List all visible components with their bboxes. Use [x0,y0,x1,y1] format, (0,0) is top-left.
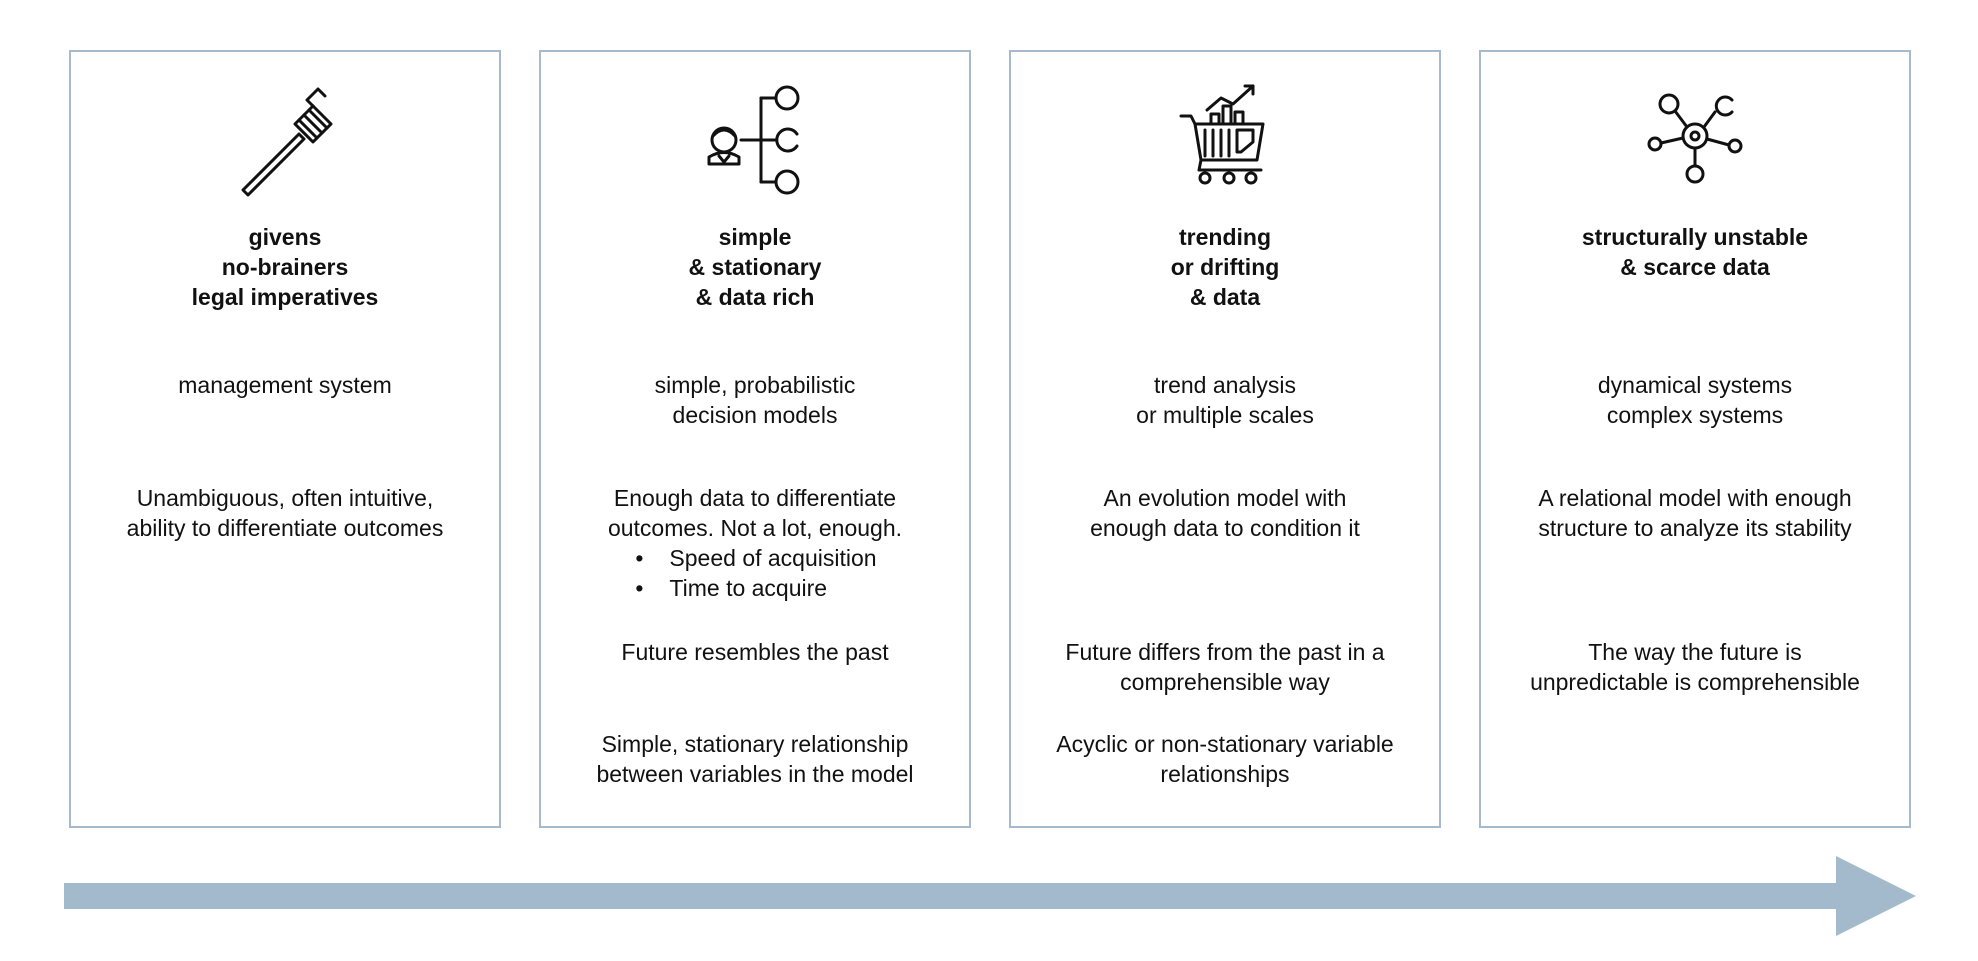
person-decision-tree-icon [541,78,969,198]
arrow-shape [64,856,1916,936]
card-trending [1009,50,1441,828]
relationship-note: Simple, stationary relationship between variables in the model [596,731,914,787]
future-note: Future differs from the past in a comprehensible way [1065,639,1385,695]
card-title: structurally unstable & scarce data [1581,224,1809,280]
future-note: Future resembles the past [621,639,889,665]
card-givens [69,50,501,828]
card-title: givens no-brainers legal imperatives [191,224,379,310]
progression-arrow [64,856,1920,936]
bullet-item: • Speed of acquisition [633,543,876,573]
model-type: dynamical systems complex systems [1597,372,1793,428]
data-requirement: An evolution model with enough data to condition it [1090,485,1360,541]
model-type: trend analysis or multiple scales [1136,372,1314,428]
future-note: The way the future is unpredictable is comprehensible [1530,639,1860,695]
bullet-item: • Time to acquire [633,573,876,603]
card-structurally-unstable [1479,50,1911,828]
model-type: management system [178,372,392,398]
data-requirement: Unambiguous, often intuitive, ability to differentiate outcomes [126,485,444,541]
relationship-note: Acyclic or non-stationary variable relationships [1056,731,1394,787]
toothbrush-icon [71,78,499,198]
model-type: simple, probabilistic decision models [654,372,856,428]
shopping-cart-trend-icon [1011,78,1439,198]
data-requirement: A relational model with enough structure to analyze its stability [1538,485,1852,541]
card-simple-stationary [539,50,971,828]
data-requirement: Enough data to differentiate outcomes. Not a lot, enough. • Speed of acquisition • Time to acquire [549,483,961,603]
card-title: trending or drifting & data [1170,224,1280,310]
card-title: simple & stationary & data rich [688,224,822,310]
network-nodes-icon [1481,78,1909,198]
bullet-list [633,543,876,603]
